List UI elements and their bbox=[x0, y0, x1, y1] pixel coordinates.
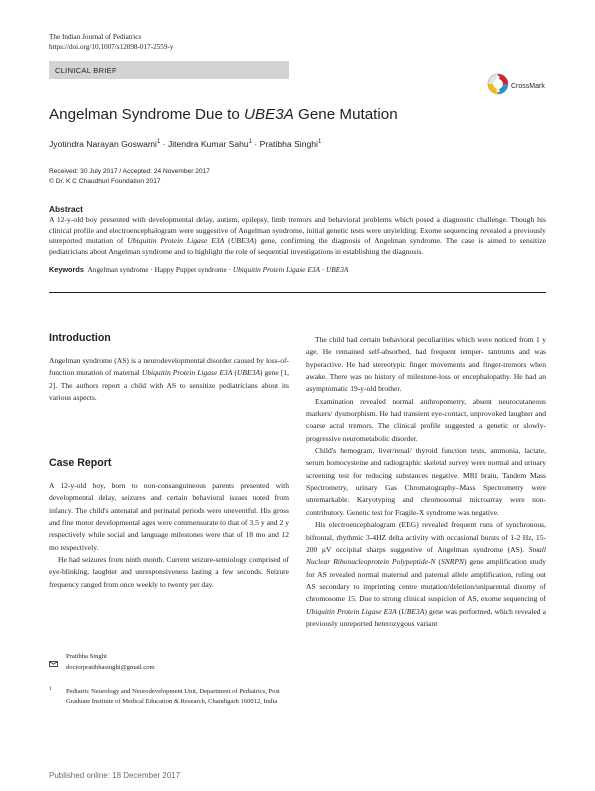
author-list bbox=[49, 139, 321, 149]
abstract-text bbox=[49, 215, 546, 257]
intro-part: ) gene [1, 2]. The authors report a child with AS to sensitize pediatricians about its various aspects. bbox=[49, 368, 289, 403]
doi-link[interactable]: https://doi.org/10.1007/s12098-017-2559-y bbox=[49, 43, 174, 51]
author-name[interactable]: Jitendra Kumar Sahu bbox=[167, 139, 249, 149]
envelope-icon bbox=[49, 654, 58, 660]
title-gene: UBE3A bbox=[244, 106, 294, 123]
intro-part: Angelman syndrome (AS) is a neurodevelopmental disorder caused by loss-of-function mutation of maternal bbox=[49, 356, 289, 378]
received-dates: Received: 30 July 2017 / Accepted: 24 November 2017 bbox=[49, 168, 210, 175]
abstract-part: ( bbox=[224, 236, 231, 246]
case-report-heading: Case Report bbox=[49, 457, 112, 469]
case-paragraph: The child had certain behavioral peculiarities which were noticed from 1 y age. He remained self-absorbed, had frequent temper- tantrums and was hyperactive. He had stereotypic finger movements and finger-tremors when awake. There was no history of milestone-loss or encephalopathy. He had an asymptomatic 19-y-old brother. bbox=[306, 335, 546, 394]
keywords-line bbox=[49, 265, 348, 274]
abstract-gene-abbr: UBE3A bbox=[230, 236, 255, 246]
affiliation-number: 1 bbox=[49, 686, 52, 692]
section-divider bbox=[49, 292, 546, 293]
case-report-text bbox=[49, 480, 289, 591]
abstract-gene-name: Ubiquitin Protein Ligase E3A bbox=[127, 236, 225, 246]
crossmark-badge[interactable] bbox=[486, 72, 548, 102]
case-paragraph: Child's hemogram, liver/renal/ thyroid function tests, ammonia, lactate, serum homocysteine and radiographic skeletal survey were normal and urinary screening test for reducing substances negative. MRI brain, Tandem Mass Spectrometry, urinary Gas Chromatography–Mass Spectrometry were unremarkable. Karyotyping and chromosomal microarray were non-contributory. Genetic test for Fragile-X syndrome was negative. bbox=[306, 446, 546, 517]
crossmark-label: CrossMark bbox=[511, 83, 545, 90]
journal-name: The Indian Journal of Pediatrics bbox=[49, 33, 142, 41]
published-online: Published online: 18 December 2017 bbox=[49, 771, 181, 780]
author-affiliation-ref: 1 bbox=[248, 139, 253, 146]
case-report-continued bbox=[306, 334, 546, 630]
keyword-separator: · bbox=[319, 265, 327, 274]
author-separator: · bbox=[252, 139, 260, 149]
author-name[interactable]: Pratibha Singhi bbox=[259, 139, 318, 149]
affiliation-text: Pediatric Neurology and Neurodevelopment Unit, Department of Pediatrics, Post Graduate Institute of Medical Education & Research, Chandigarh 160012, India bbox=[66, 688, 280, 705]
abstract-heading: Abstract bbox=[49, 204, 83, 214]
introduction-heading: Introduction bbox=[49, 332, 111, 344]
title-suffix: Gene Mutation bbox=[293, 106, 398, 123]
copyright-notice: © Dr. K C Chaudhuri Foundation 2017 bbox=[49, 178, 161, 185]
intro-part: ( bbox=[232, 368, 237, 378]
article-title bbox=[49, 106, 398, 123]
author-name[interactable]: Jyotindra Narayan Goswami bbox=[49, 139, 157, 149]
keyword: Ubiquitin Protein Ligase E3A bbox=[232, 265, 320, 274]
abstract-part: A 12-y-old boy presented with developmental delay, autism, epilepsy, limb tremors and behavioral problems which posed a diagnostic challenge. Though his clinical profile and electroencephalogram were suggestive of Angelman syndrome, initial genetic tests were unyielding. Exome sequencing revealed a previously unreported mutation of bbox=[49, 215, 546, 246]
correspondence-email[interactable]: doctorpratibhasinghi@gmail.com bbox=[66, 664, 155, 671]
crossmark-icon bbox=[486, 72, 548, 102]
intro-gene-name: Ubiquitin Protein Ligase E3A bbox=[141, 368, 233, 378]
keyword: Angelman syndrome · Happy Puppet syndrome · bbox=[87, 265, 233, 274]
case-paragraph: Examination revealed normal anthropometry, absent neurocutaneous markers/ dysmorphism. He had transient eye-contact, unprovoked laughter and coarse acral tremors. The clinical profile suggested a genetic or slowly-progressive neurometabolic disorder. bbox=[306, 396, 546, 443]
author-separator: · bbox=[160, 139, 168, 149]
author-affiliation-ref: 1 bbox=[156, 139, 161, 146]
introduction-text bbox=[49, 355, 289, 404]
case-paragraph: His electroencephalogram (EEG) revealed frequent runs of synchronous, bifrontal, rhythmic 3-4HZ delta activity with occasional bursts of 1-2 Hz, 15-200 μV occipital sharps suggestive of Angelman syndrome (AS). Small Nuclear Ribonucleoprotein Polypeptide-N (SNRPN) gene amplification study for AS revealed normal maternal and paternal allele amplification, ruling out AS secondary to imprinting centre mutation/deletion/uniparental disomy of chromosome 15. Due to strong clinical suspicion of AS, exome sequencing of Ubiquitin Protein Ligase E3A (UBE3A) gene was performed, which revealed a previously unreported heterozygous variant bbox=[306, 520, 547, 628]
intro-gene-abbr: UBE3A bbox=[236, 368, 260, 378]
case-paragraph: He had seizures from ninth month. Current seizure-semiology comprised of eye-blinking, laughter and unresponsiveness lasting a few seconds. Seizure frequency ranged from once weekly to twenty per day. bbox=[49, 555, 289, 589]
correspondence-name: Pratibha Singhi bbox=[66, 653, 107, 660]
keyword: UBE3A bbox=[326, 265, 349, 274]
abstract-part: ) gene, confirming the diagnosis of Angelman syndrome. The case is aimed to sensitize pediatricians about Angelman syndrome and to highlight the role of sequential investigations in establishing the diagnosis. bbox=[49, 236, 546, 256]
author-affiliation-ref: 1 bbox=[317, 139, 322, 146]
article-type-label: CLINICAL BRIEF bbox=[55, 66, 117, 75]
title-prefix: Angelman Syndrome Due to bbox=[49, 106, 245, 123]
keywords-label: Keywords bbox=[49, 265, 84, 274]
case-paragraph: A 12-y-old boy, born to non-consanguineous parents presented with developmental delay, seizures and certain behavioral issues noted from infancy. The child's antenatal and perinatal periods were uneventful. His gross and fine motor developmental ages were commensurate to that of 3.5 y and 2 y respectively while social and language milestones were that of 18 mo and 12 mo respectively. bbox=[49, 481, 289, 552]
